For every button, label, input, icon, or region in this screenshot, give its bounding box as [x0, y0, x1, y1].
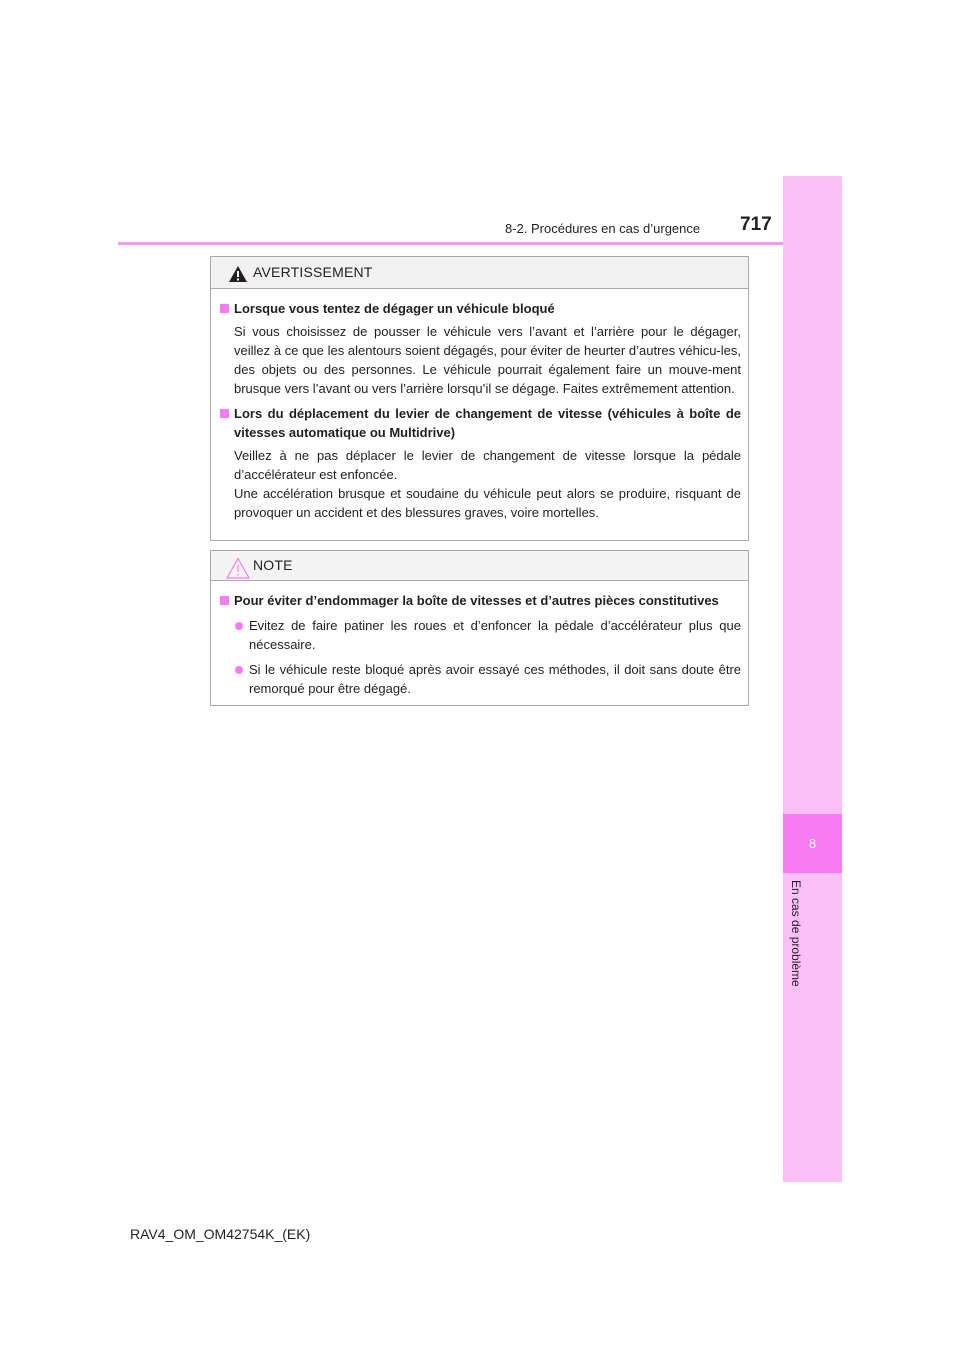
warning-heading-text: Lorsque vous tentez de dégager un véhicule bloqué — [234, 301, 555, 316]
warning-heading-text: Lors du déplacement du levier de changement de vitesse (véhicules à boîte de vitesses automatique ou Multidrive) — [234, 406, 741, 440]
header-divider — [118, 242, 842, 245]
warning-heading-1 — [220, 299, 741, 318]
warning-paragraph: Une accélération brusque et soudaine du véhicule peut alors se produire, risquant de provoquer un accident et des blessures graves, voire mortelles. — [234, 486, 741, 520]
note-title-bar — [211, 551, 748, 581]
warning-heading-2 — [220, 404, 741, 442]
square-bullet-icon — [220, 596, 229, 605]
note-box — [210, 550, 749, 706]
round-bullet-icon — [235, 622, 243, 630]
warning-body — [211, 289, 748, 522]
chapter-number: 8 — [783, 814, 842, 873]
note-heading-text: Pour éviter d’endommager la boîte de vitesses et d’autres pièces constitutives — [234, 593, 719, 608]
warning-paragraph: Si vous choisissez de pousser le véhicule vers l’avant et l’arrière pour le dégager, veillez à ce que les alentours soient dégagés, pour éviter de heurter d’autres véhicu-les, des objets ou des personnes. Le véhicule pourrait également faire un mouve-ment brusque vers l’avant ou vers l’arrière lorsqu’il se dégage. Faites extrêmement attention. — [234, 324, 741, 396]
note-bullet — [235, 616, 741, 654]
warning-triangle-icon — [228, 265, 248, 283]
note-body — [211, 581, 748, 698]
document-code: RAV4_OM_OM42754K_(EK) — [130, 1226, 311, 1242]
caution-outline-triangle-icon — [226, 557, 250, 579]
warning-title: AVERTISSEMENT — [253, 264, 373, 280]
note-bullet-text: Evitez de faire patiner les roues et d’enfoncer la pédale d’accélérateur plus que nécessaire. — [249, 618, 741, 652]
square-bullet-icon — [220, 304, 229, 313]
page-number: 717 — [740, 214, 772, 235]
square-bullet-icon — [220, 409, 229, 418]
warning-title-bar — [211, 257, 748, 289]
chapter-label: En cas de problème — [789, 880, 803, 987]
section-title: 8-2. Procédures en cas d’urgence — [505, 221, 701, 236]
note-bullet-text: Si le véhicule reste bloqué après avoir essayé ces méthodes, il doit sans doute être remorqué pour être dégagé. — [249, 662, 741, 696]
note-heading — [220, 591, 741, 610]
round-bullet-icon — [235, 666, 243, 674]
chapter-tab — [783, 176, 842, 1182]
warning-box — [210, 256, 749, 541]
note-bullet — [235, 660, 741, 698]
warning-paragraph: Veillez à ne pas déplacer le levier de changement de vitesse lorsque la pédale d’accélérateur est enfoncée. — [234, 448, 741, 482]
note-title: NOTE — [253, 557, 293, 573]
